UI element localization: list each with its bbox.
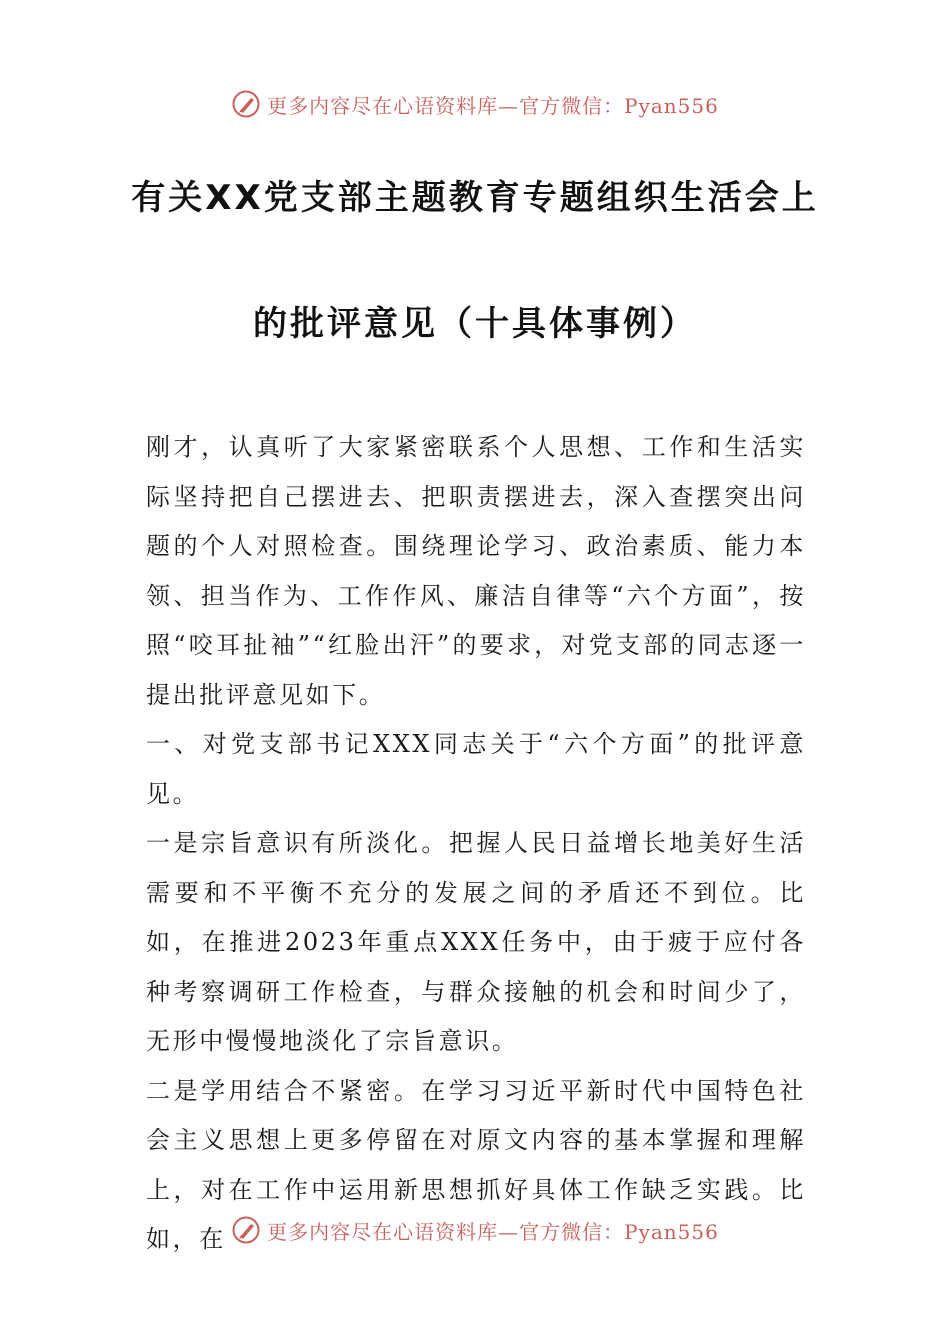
pen-logo-icon	[231, 89, 261, 119]
pen-logo-icon	[231, 1215, 261, 1245]
header-watermark	[0, 84, 950, 124]
page-title-line-2: 的批评意见（十具体事例）	[253, 304, 697, 344]
paragraph-point-2: 二是学用结合不紧密。在学习习近平新时代中国特色社会主义思想上更多停留在对原文内容的基本掌握和理解上，对在工作中运用新思想抓好具体工作缺乏实践。比如，在	[146, 1076, 806, 1253]
watermark-text: 更多内容尽在心语资料库—官方微信：Pyan556	[267, 93, 719, 118]
paragraph-point-1: 一是宗旨意识有所淡化。把握人民日益增长地美好生活需要和不平衡不充分的发展之间的矛盾还不到位。比如，在推进2023年重点XXX任务中，由于疲于应付各种考察调研工作检查，与群众接触的机会和时间少了，无形中慢慢地淡化了宗旨意识。	[146, 829, 806, 1055]
paragraph-section-heading: 一、对党支部书记XXX同志关于“六个方面”的批评意见。	[146, 730, 806, 808]
paragraph-intro: 刚才，认真听了大家紧密联系个人思想、工作和生活实际坚持把自己摆进去、把职责摆进去，深入查摆突出问题的个人对照检查。围绕理论学习、政治素质、能力本领、担当作为、工作作风、廉洁自律等“六个方面”，按照“咬耳扯袖”“红脸出汗”的要求，对党支部的同志逐一提出批评意见如下。	[146, 433, 806, 709]
page-title-line-1: 有关XX党支部主题教育专题组织生活会上	[131, 178, 819, 218]
watermark-text: 更多内容尽在心语资料库—官方微信：Pyan556	[267, 1219, 719, 1244]
document-body	[146, 423, 806, 1265]
footer-watermark	[0, 1210, 950, 1250]
